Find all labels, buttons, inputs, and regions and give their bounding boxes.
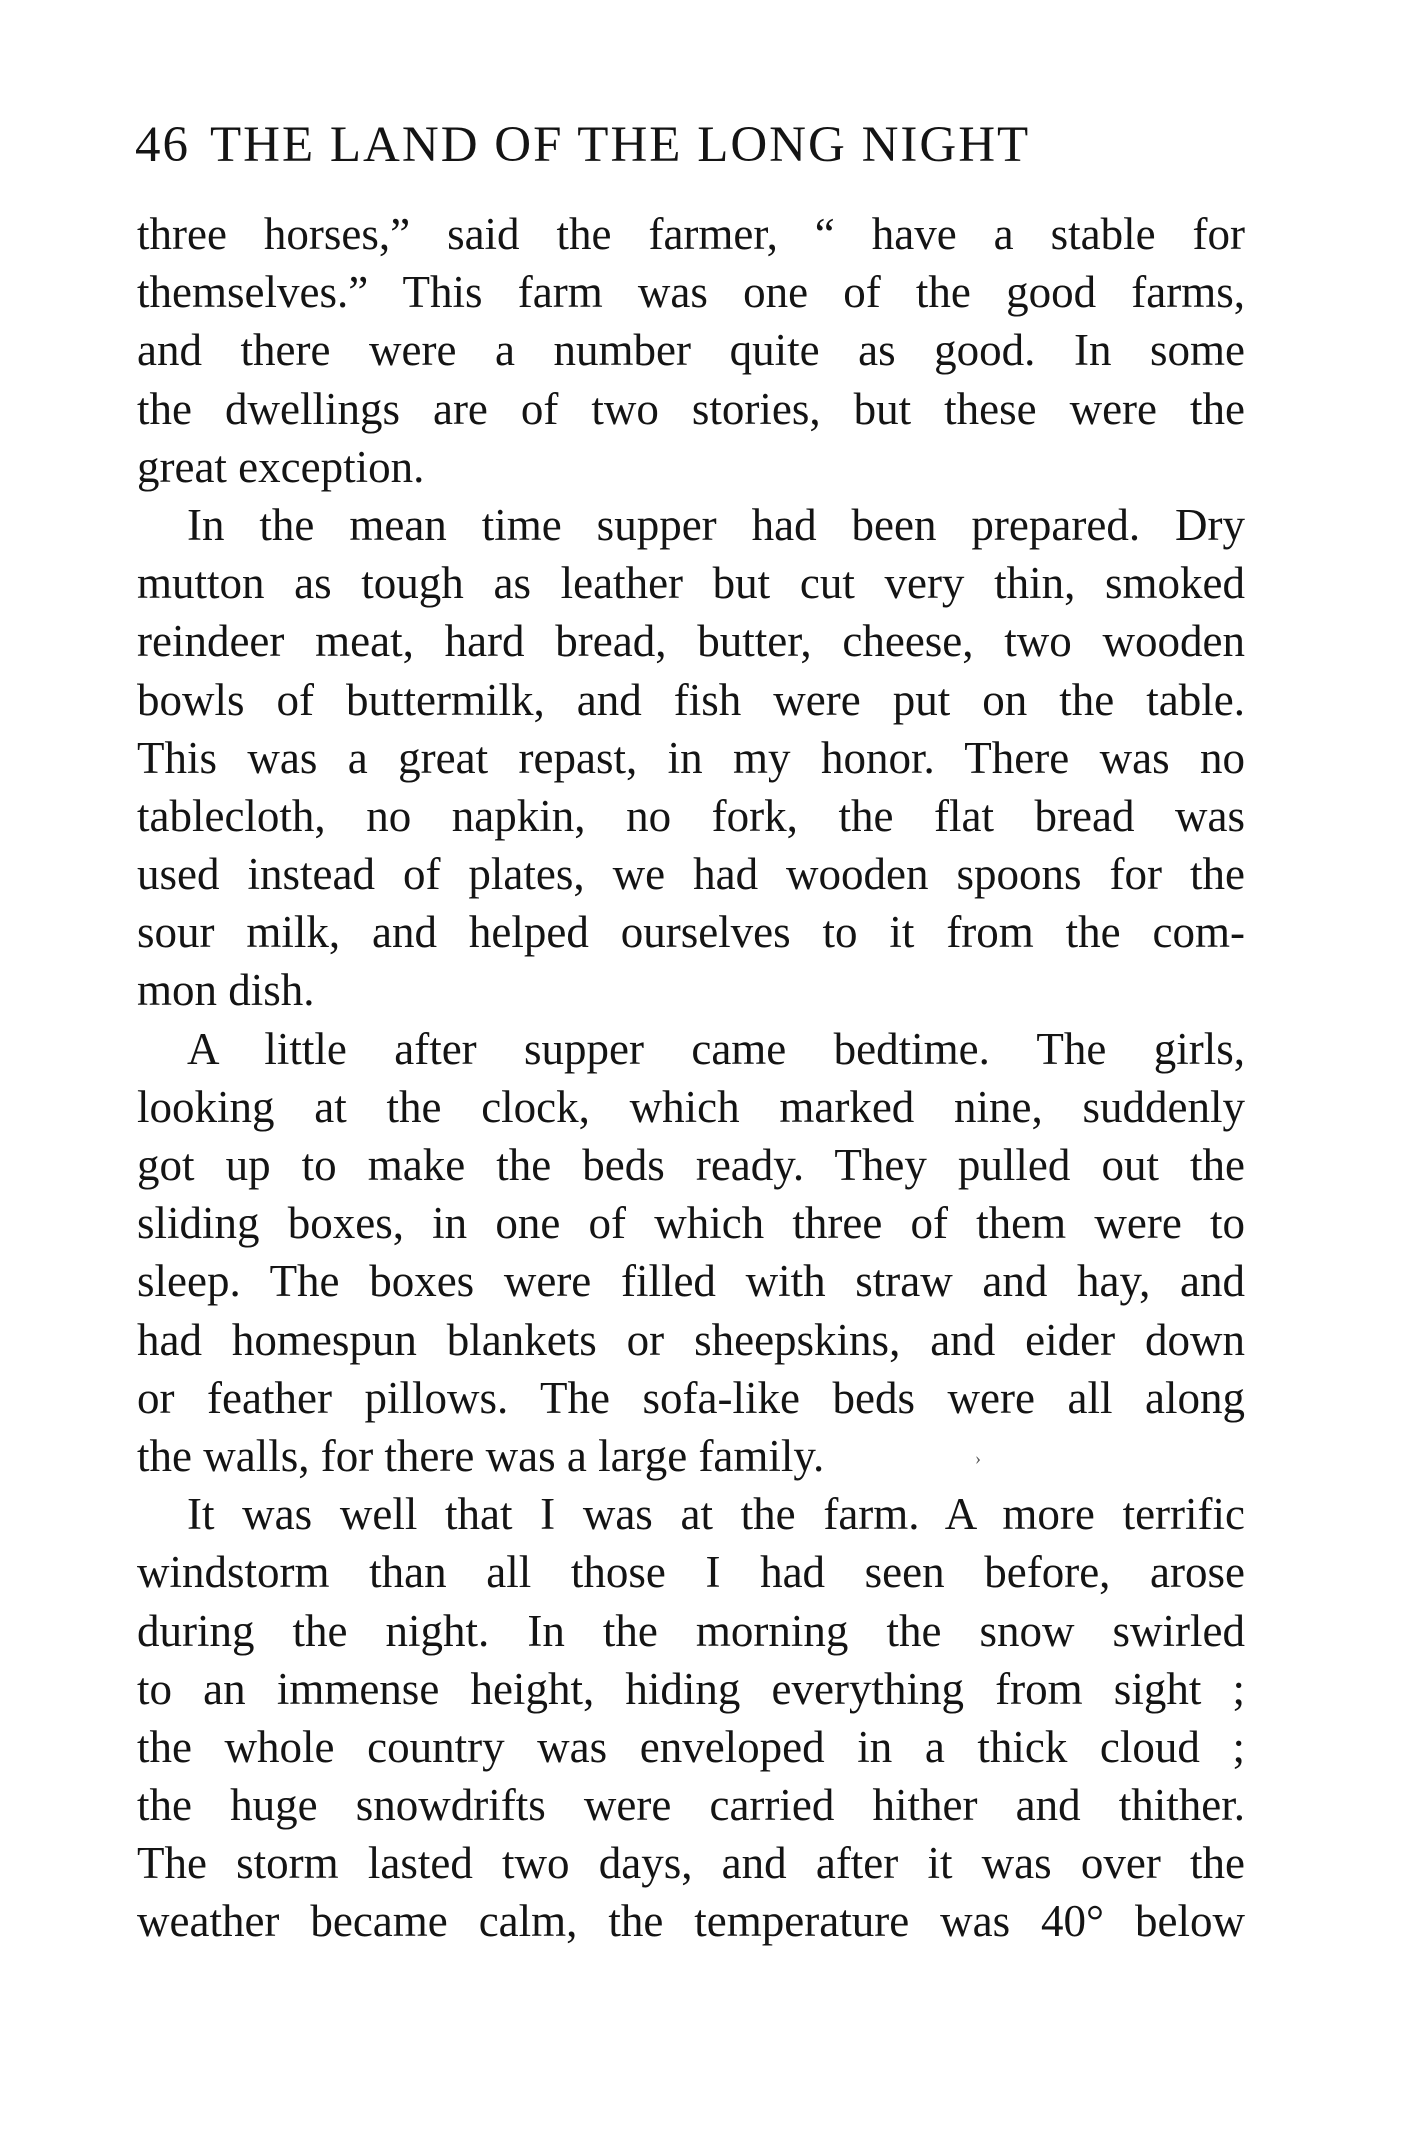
text-line: windstorm than all those I had seen before, arose [137, 1547, 1245, 1598]
text-line: sliding boxes, in one of which three of them were to [137, 1198, 1245, 1249]
running-head [135, 110, 1245, 180]
text-line: the dwellings are of two stories, but these were the [137, 383, 1245, 434]
page-number: 46 [135, 117, 190, 173]
text-line: looking at the clock, which marked nine, suddenly [137, 1081, 1245, 1132]
text-line: the huge snowdrifts were carried hither and thither. [137, 1780, 1245, 1831]
text-line: the whole country was enveloped in a thick cloud ; [137, 1721, 1245, 1772]
text-line: mutton as tough as leather but cut very thin, smoked [137, 558, 1245, 609]
text-line: three horses,” said the farmer, “ have a stable for [137, 209, 1245, 259]
text-line: The storm lasted two days, and after it was over the [137, 1838, 1245, 1889]
text-line: This was a great repast, in my honor. There was no [137, 732, 1245, 783]
text-line: mon dish. [137, 965, 315, 1016]
text-line: weather became calm, the temperature was 40° below [137, 1896, 1245, 1947]
small-mark-icon: › [975, 1448, 981, 1468]
text-line: In the mean time supper had been prepared. Dry [187, 499, 1245, 550]
running-title: THE LAND OF THE LONG NIGHT [210, 117, 1031, 173]
text-line: got up to make the beds ready. They pulled out the [137, 1140, 1245, 1190]
text-line: and there were a number quite as good. In some [137, 325, 1245, 376]
text-line: sour milk, and helped ourselves to it from the com- [137, 907, 1245, 958]
text-line: themselves.” This farm was one of the good farms, [137, 267, 1245, 318]
text-line: great exception. [137, 441, 425, 492]
text-line: sleep. The boxes were filled with straw and hay, and [137, 1256, 1245, 1307]
text-line: had homespun blankets or sheepskins, and eider down [137, 1314, 1245, 1365]
text-line: or feather pillows. The sofa-like beds were all along [137, 1372, 1245, 1423]
text-line: A little after supper came bedtime. The girls, [187, 1023, 1245, 1074]
text-line: the walls, for there was a large family. [137, 1430, 825, 1481]
body-text [137, 205, 1245, 1951]
text-line: during the night. In the morning the snow swirled [137, 1605, 1245, 1656]
text-line: to an immense height, hiding everything from sight ; [137, 1663, 1245, 1714]
text-line: bowls of buttermilk, and fish were put on the table. [137, 674, 1245, 725]
text-line: used instead of plates, we had wooden spoons for the [137, 849, 1245, 900]
text-line: tablecloth, no napkin, no fork, the flat bread was [137, 790, 1245, 841]
text-line: It was well that I was at the farm. A more terrific [187, 1489, 1245, 1540]
text-line: reindeer meat, hard bread, butter, cheese, two wooden [137, 616, 1245, 667]
